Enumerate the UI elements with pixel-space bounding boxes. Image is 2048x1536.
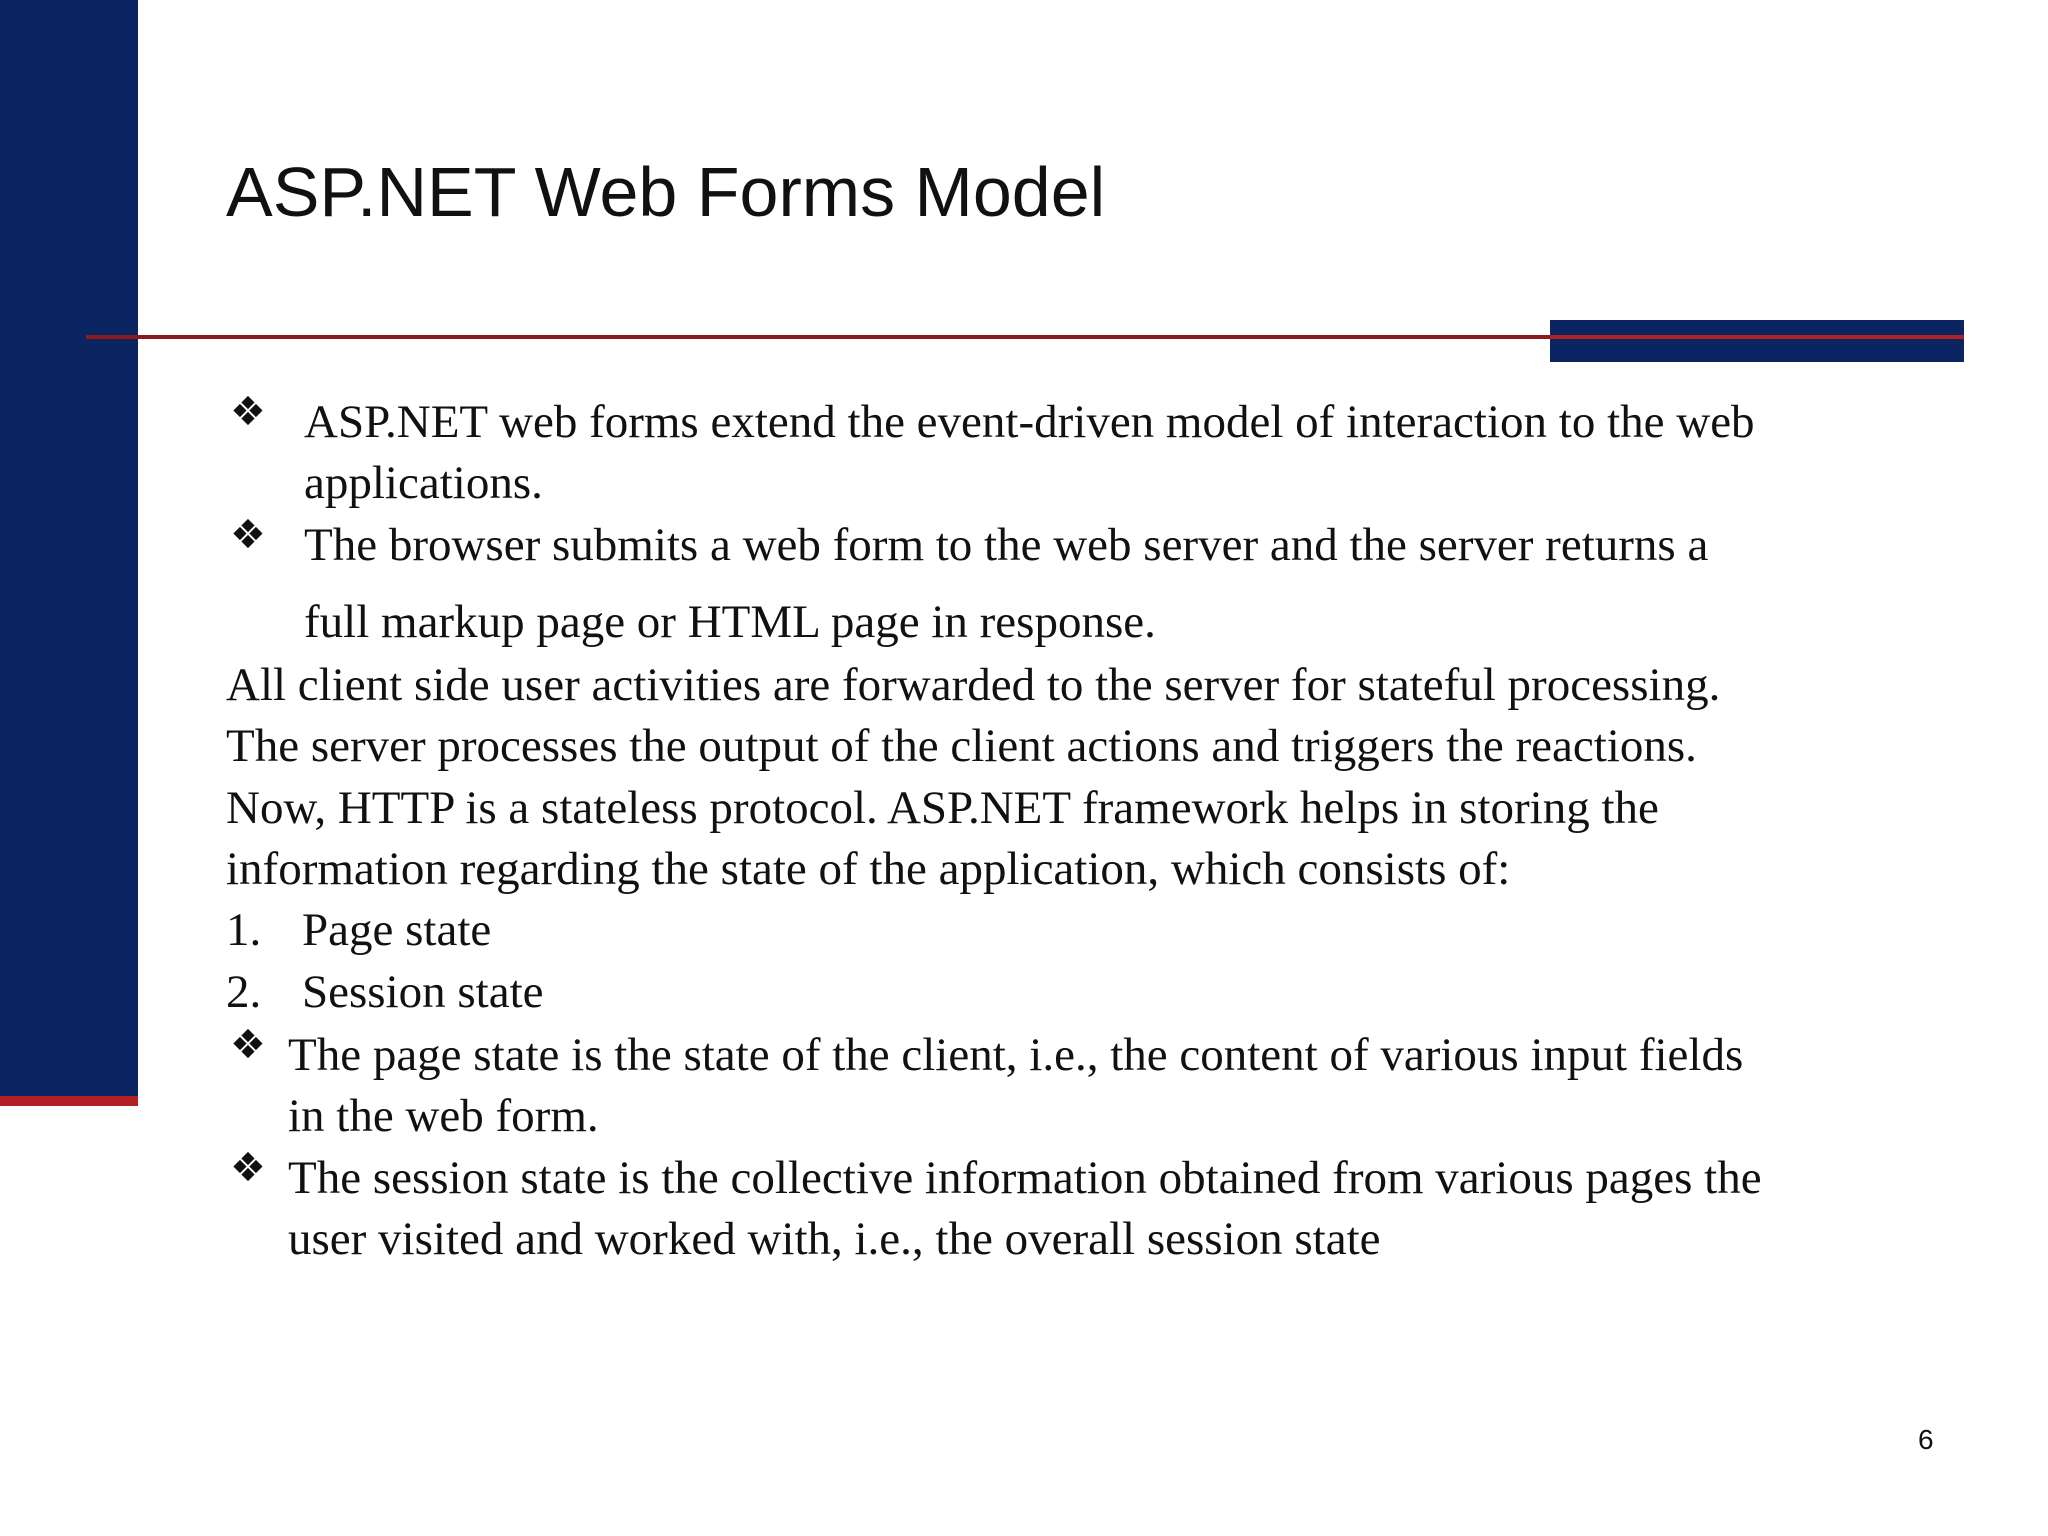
slide-title: ASP.NET Web Forms Model xyxy=(226,153,1106,231)
paragraph-line-1: All client side user activities are forwarded to the server for stateful processing. xyxy=(226,659,1721,711)
paragraph-line-4: information regarding the state of the application, which consists of: xyxy=(226,843,1511,895)
numbered-item-2-label: Session state xyxy=(302,966,544,1018)
numbered-item-1-number: 1. xyxy=(226,904,262,956)
bullet-1-line-2: applications. xyxy=(304,457,543,509)
diamond-bullet-icon: ❖ xyxy=(230,1145,266,1191)
numbered-item-1-label: Page state xyxy=(302,904,492,956)
paragraph-line-2: The server processes the output of the client actions and triggers the reactions. xyxy=(226,720,1697,772)
side-accent-red-strip xyxy=(0,1096,138,1106)
bullet-2-line-1: The browser submits a web form to the web server and the server returns a xyxy=(304,519,1709,571)
numbered-item-2-number: 2. xyxy=(226,966,262,1018)
bullet-1-line-1: ASP.NET web forms extend the event-driven model of interaction to the web xyxy=(304,396,1755,448)
title-rule-block xyxy=(1550,320,1964,362)
diamond-bullet-icon: ❖ xyxy=(230,1022,266,1068)
bullet-4-line-1: The session state is the collective information obtained from various pages the xyxy=(288,1152,1762,1204)
bullet-4-line-2: user visited and worked with, i.e., the overall session state xyxy=(288,1213,1381,1265)
bullet-3-line-2: in the web form. xyxy=(288,1090,599,1142)
title-rule-block-line xyxy=(1550,335,1964,339)
paragraph-line-3: Now, HTTP is a stateless protocol. ASP.NET framework helps in storing the xyxy=(226,782,1659,834)
diamond-bullet-icon: ❖ xyxy=(230,389,266,435)
diamond-bullet-icon: ❖ xyxy=(230,512,266,558)
bullet-3-line-1: The page state is the state of the client, i.e., the content of various input fields xyxy=(288,1029,1744,1081)
side-accent-bar xyxy=(0,0,138,1096)
page-number: 6 xyxy=(1918,1424,1934,1455)
bullet-2-line-2: full markup page or HTML page in response. xyxy=(304,596,1156,648)
